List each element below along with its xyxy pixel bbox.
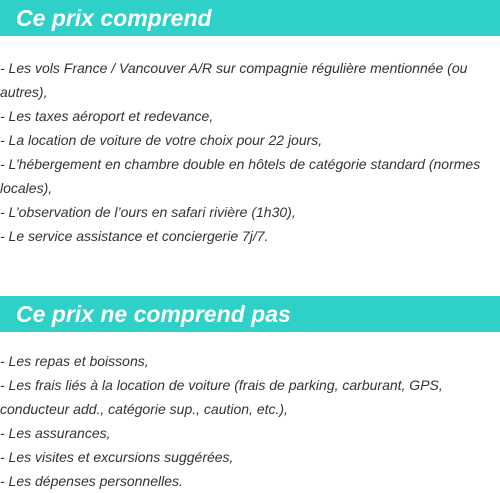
price-excludes-title: Ce prix ne comprend pas [16, 300, 291, 327]
list-item: - Le service assistance et conciergerie 7j/7. [0, 228, 269, 244]
price-includes-list [0, 56, 500, 248]
list-item: - La location de voiture de votre choix pour 22 jours, [0, 132, 323, 148]
list-item: - Les dépenses personnelles. [0, 473, 183, 489]
list-item: - Les repas et boissons, [0, 353, 149, 369]
price-includes-banner [0, 0, 500, 36]
list-item: - L’hébergement en chambre double en hôtels de catégorie standard (normes locales), [0, 156, 481, 196]
list-item: - Les vols France / Vancouver A/R sur compagnie régulière mentionnée (ou autres), [0, 60, 468, 100]
price-excludes-banner [0, 296, 500, 332]
list-item: - Les assurances, [0, 425, 111, 441]
price-excludes-section [0, 296, 500, 493]
price-includes-title: Ce prix comprend [16, 4, 212, 31]
list-item: - Les frais liés à la location de voiture (frais de parking, carburant, GPS, conducteur add., catégorie sup., caution, etc.), [0, 377, 443, 417]
list-item: - Les taxes aéroport et redevance, [0, 108, 214, 124]
price-excludes-list [0, 349, 500, 493]
list-item: - Les visites et excursions suggérées, [0, 449, 234, 465]
list-item: - L’observation de l’ours en safari rivière (1h30), [0, 204, 296, 220]
